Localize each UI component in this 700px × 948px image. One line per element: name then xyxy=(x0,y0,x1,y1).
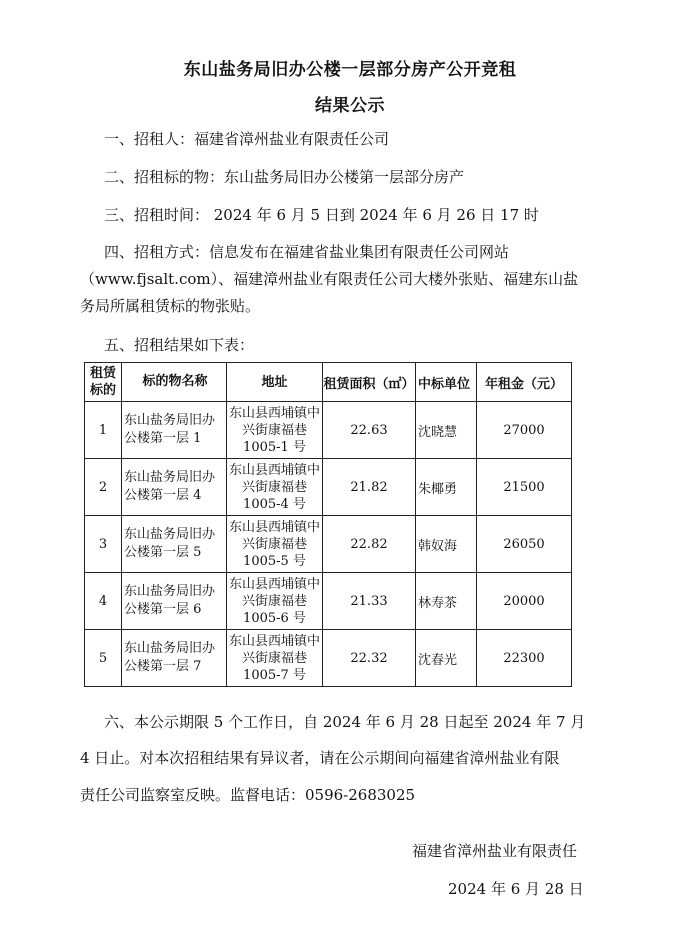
table-row xyxy=(85,516,572,573)
item-period-line2: 4 日止。对本次招租结果有异议者，请在公示期间向福建省漳州盐业有限 xyxy=(80,749,560,767)
header-lot: 租赁标的 xyxy=(85,363,122,402)
cell-address: 东山县西埔镇中兴街康福巷 1005-5 号 xyxy=(227,516,323,573)
cell-no: 3 xyxy=(85,516,122,573)
cell-no: 1 xyxy=(85,402,122,459)
item-period-line3: 责任公司监察室反映。监督电话：0596-2683025 xyxy=(80,786,416,804)
item-time: 三、招租时间： 2024 年 6 月 5 日到 2024 年 6 月 26 日 17 时 xyxy=(104,206,539,224)
cell-name: 东山盐务局旧办公楼第一层 4 xyxy=(122,459,227,516)
table-row xyxy=(85,630,572,687)
item-lessor: 一、招租人：福建省漳州盐业有限责任公司 xyxy=(104,130,390,148)
cell-no: 2 xyxy=(85,459,122,516)
cell-rent: 22300 xyxy=(477,630,572,687)
cell-rent: 21500 xyxy=(477,459,572,516)
table-row xyxy=(85,573,572,630)
cell-winner: 沈晓慧 xyxy=(416,402,477,459)
cell-address: 东山县西埔镇中兴街康福巷 1005-7 号 xyxy=(227,630,323,687)
header-winner: 中标单位 xyxy=(416,363,477,402)
cell-no: 4 xyxy=(85,573,122,630)
document-subtitle: 结果公示 xyxy=(315,96,385,116)
cell-winner: 沈春光 xyxy=(416,630,477,687)
cell-rent: 27000 xyxy=(477,402,572,459)
cell-name: 东山盐务局旧办公楼第一层 7 xyxy=(122,630,227,687)
signature-company: 福建省漳州盐业有限责任 xyxy=(412,842,578,860)
header-rent: 年租金（元） xyxy=(477,363,572,402)
header-address: 地址 xyxy=(227,363,323,402)
result-table xyxy=(84,362,572,687)
cell-rent: 26050 xyxy=(477,516,572,573)
item-method-line3: 务局所属租赁标的物张贴。 xyxy=(80,297,261,315)
item-result-intro: 五、招租结果如下表： xyxy=(104,336,255,354)
table-header-row xyxy=(85,363,572,402)
header-name: 标的物名称 xyxy=(122,363,227,402)
header-area: 租赁面积（㎡） xyxy=(323,363,416,402)
cell-area: 21.33 xyxy=(323,573,416,630)
cell-address: 东山县西埔镇中兴街康福巷 1005-4 号 xyxy=(227,459,323,516)
cell-address: 东山县西埔镇中兴街康福巷 1005-1 号 xyxy=(227,402,323,459)
table-row xyxy=(85,402,572,459)
cell-rent: 20000 xyxy=(477,573,572,630)
item-subject: 二、招租标的物：东山盐务局旧办公楼第一层部分房产 xyxy=(104,168,465,186)
item-method-line1: 四、招租方式：信息发布在福建省盐业集团有限责任公司网站 xyxy=(104,243,510,261)
table-row xyxy=(85,459,572,516)
cell-name: 东山盐务局旧办公楼第一层 6 xyxy=(122,573,227,630)
signature-date: 2024 年 6 月 28 日 xyxy=(448,880,584,898)
cell-winner: 韩奴海 xyxy=(416,516,477,573)
cell-address: 东山县西埔镇中兴街康福巷 1005-6 号 xyxy=(227,573,323,630)
cell-winner: 林寿茶 xyxy=(416,573,477,630)
cell-area: 22.82 xyxy=(323,516,416,573)
cell-area: 22.32 xyxy=(323,630,416,687)
cell-no: 5 xyxy=(85,630,122,687)
cell-area: 22.63 xyxy=(323,402,416,459)
item-method-line2: （www.fjsalt.com）、福建漳州盐业有限责任公司大楼外张贴、福建东山盐 xyxy=(80,270,579,288)
cell-area: 21.82 xyxy=(323,459,416,516)
cell-name: 东山盐务局旧办公楼第一层 1 xyxy=(122,402,227,459)
document-title: 东山盐务局旧办公楼一层部分房产公开竞租 xyxy=(183,60,517,80)
cell-name: 东山盐务局旧办公楼第一层 5 xyxy=(122,516,227,573)
item-period-line1: 六、本公示期限 5 个工作日，自 2024 年 6 月 28 日起至 2024 年 7 月 xyxy=(104,713,586,731)
cell-winner: 朱椰勇 xyxy=(416,459,477,516)
